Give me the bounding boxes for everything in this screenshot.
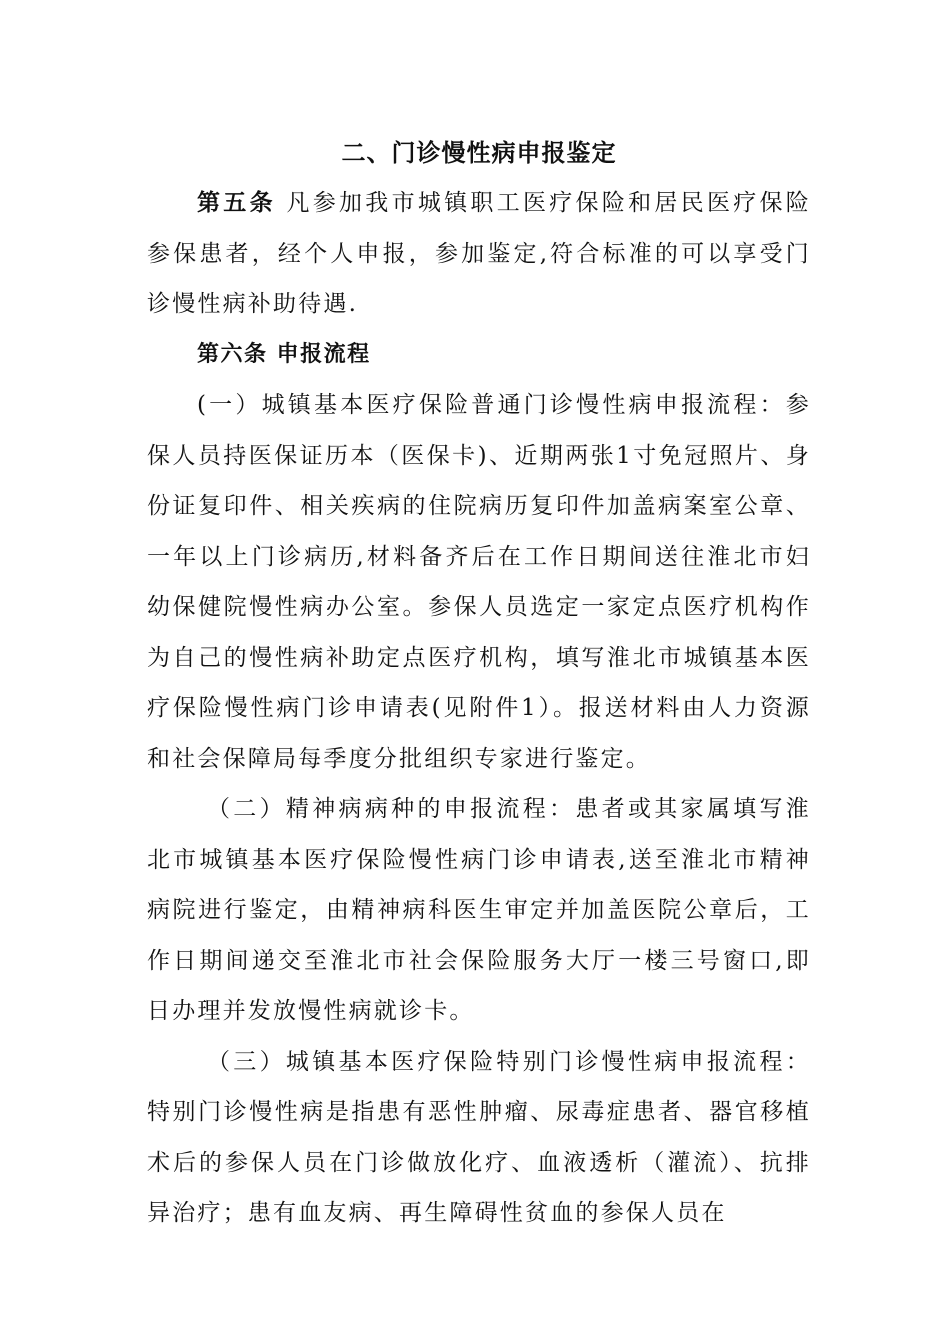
item-3-paragraph: （三）城镇基本医疗保险特别门诊慢性病申报流程：特别门诊慢性病是指患有恶性肿瘤、尿毒症患者、器官移植术后的参保人员在门诊做放化疗、血液透析（灌流）、抗排异治疗；患有血友病、再生障碍性贫血的参保人员在 xyxy=(147,1048,811,1226)
article-6-heading: 第六条 申报流程 xyxy=(197,341,371,367)
article-5-text: 凡参加我市城镇职工医疗保险和居民医疗保险参保患者，经个人申报，参加鉴定,符合标准的可以享受门诊慢性病补助待遇. xyxy=(147,190,812,317)
article-5-label: 第五条 xyxy=(197,190,276,216)
document-page xyxy=(147,128,811,1239)
section-title: 二、门诊慢性病申报鉴定 xyxy=(341,139,617,167)
item-2-paragraph: （二）精神病病种的申报流程：患者或其家属填写淮北市城镇基本医疗保险慢性病门诊申请表,送至淮北市精神病院进行鉴定，由精神病科医生审定并加盖医院公章后，工作日期间递交至淮北市社会保险服务大厅一楼三号窗口,即日办理并发放慢性病就诊卡。 xyxy=(147,796,811,1024)
article-5-paragraph xyxy=(147,178,811,330)
item-1-paragraph: (一）城镇基本医疗保险普通门诊慢性病申报流程：参保人员持医保证历本（医保卡)、近期两张1寸免冠照片、身份证复印件、相关疾病的住院病历复印件加盖病案室公章、一年以上门诊病历,材料备齐后在工作日期间送往淮北市妇幼保健院慢性病办公室。参保人员选定一家定点医疗机构作为自己的慢性病补助定点医疗机构，填写淮北市城镇基本医疗保险慢性病门诊申请表(见附件1）。报送材料由人力资源和社会保障局每季度分批组织专家进行鉴定。 xyxy=(147,392,811,772)
